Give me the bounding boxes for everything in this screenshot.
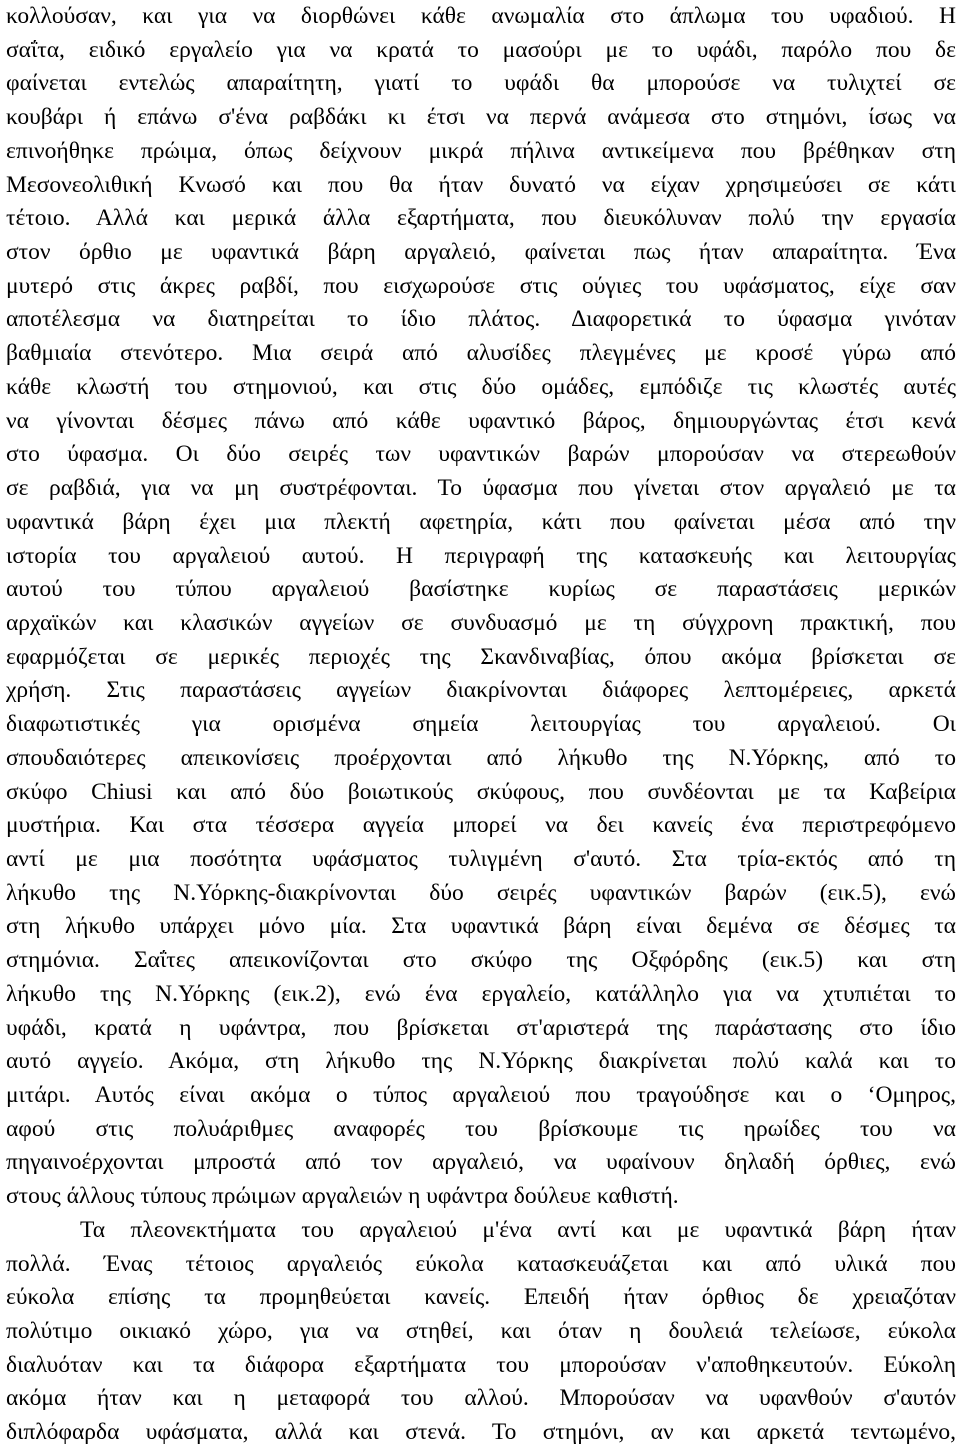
text-line: Τα πλεονεκτήματα του αργαλειού μ'ένα αντί και με υφαντικά βάρη ήταν — [80, 1216, 956, 1243]
text-line: αυτό αγγείο. Ακόμα, στη λήκυθο της Ν.Υόρκης διακρίνεται πολύ καλά και το — [6, 1048, 956, 1075]
text-line: Μεσονεολιθική Κνωσό και που θα ήταν δυνατό να είχαν χρησιμεύσει σε κάτι — [6, 171, 956, 198]
text-line: στο ύφασμα. Οι δύο σειρές των υφαντικών βαρών μπορούσαν να στερεωθούν — [6, 441, 956, 468]
text-line: υφάδι, κρατά η υφάντρα, που βρίσκεται στ'αριστερά της παράστασης στο ίδιο — [6, 1014, 956, 1041]
text-line: υφαντικά βάρη έχει μια πλεκτή αφετηρία, κάτι που φαίνεται μέσα από την — [6, 508, 956, 535]
text-line: σκύφο Chiusi και από δύο βοιωτικούς σκύφους, που συνδέονται με τα Καβείρια — [6, 778, 956, 805]
text-line: διαφωτιστικές για ορισμένα σημεία λειτουργίας του αργαλειού. Οι — [6, 711, 956, 738]
text-line: λήκυθο της Ν.Υόρκης-διακρίνονται δύο σειρές υφαντικών βαρών (εικ.5), ενώ — [6, 879, 956, 906]
text-line: εφαρμόζεται σε μερικές περιοχές της Σκανδιναβίας, όπου ακόμα βρίσκεται σε — [6, 643, 956, 670]
text-line: βαθμιαία στενότερο. Μια σειρά από αλυσίδες πλεγμένες με κροσέ γύρω από — [6, 340, 956, 367]
document-page — [6, 0, 956, 1450]
text-line: ιστορία του αργαλειού αυτού. Η περιγραφή της κατασκευής και λειτουργίας — [6, 542, 956, 569]
text-line: αφού στις πολυάριθμες αναφορές του βρίσκουμε τις ηρωίδες του να — [6, 1115, 956, 1142]
text-line: εύκολα επίσης τα προμηθεύεται κανείς. Επειδή ήταν όρθιος δε χρειαζόταν — [6, 1284, 956, 1311]
text-line: σαΐτα, ειδικό εργαλείο για να κρατά το μασούρι με το υφάδι, παρόλο που δε — [6, 36, 956, 63]
text-line: αυτού του τύπου αργαλειού βασίστηκε κυρίως σε παραστάσεις μερικών — [6, 576, 956, 603]
text-line: στη λήκυθο υπάρχει μόνο μία. Στα υφαντικά βάρη είναι δεμένα σε δέσμες τα — [6, 913, 956, 940]
text-line: διπλόφαρδα υφάσματα, αλλά και στενά. Το στημόνι, αν και αρκετά τεντωμένο, — [6, 1419, 956, 1446]
text-line: κουβάρι ή επάνω σ'ένα ραβδάκι κι έτσι να περνά ανάμεσα στο στημόνι, ίσως να — [6, 104, 956, 131]
text-line: ακόμα ήταν και η μεταφορά του αλλού. Μπορούσαν να υφανθούν σ'αυτόν — [6, 1385, 956, 1412]
text-line: στημόνια. Σαΐτες απεικονίζονται στο σκύφο της Οξφόρδης (εικ.5) και στη — [6, 947, 956, 974]
text-line: φαίνεται εντελώς απαραίτητη, γιατί το υφάδι θα μπορούσε να τυλιχτεί σε — [6, 70, 956, 97]
paragraph-1 — [6, 0, 956, 1214]
text-line: να γίνονται δέσμες πάνω από κάθε υφαντικό βάρος, δημιουργώντας έτσι κενά — [6, 407, 956, 434]
text-line: κολλούσαν, και για να διορθώνει κάθε ανωμαλία στο άπλωμα του υφαδιού. Η — [6, 3, 956, 29]
text-line: πολλά. Ένας τέτοιος αργαλειός εύκολα κατασκευάζεται και από υλικά που — [6, 1250, 956, 1277]
paragraph-2 — [6, 1214, 956, 1450]
text-line: σε ραβδιά, για να μη συστρέφονται. Το ύφασμα που γίνεται στον αργαλειό με τα — [6, 475, 956, 502]
text-line: αντί με μια ποσότητα υφάσματος τυλιγμένη σ'αυτό. Στα τρία-εκτός από τη — [6, 845, 956, 872]
text-line: τέτοιο. Αλλά και μερικά άλλα εξαρτήματα, που διευκόλυναν πολύ την εργασία — [6, 205, 956, 232]
text-line: σπουδαιότερες απεικονίσεις προέρχονται από λήκυθο της Ν.Υόρκης, από το — [6, 744, 956, 771]
text-line: κάθε κλωστή του στημονιού, και στις δύο ομάδες, εμπόδιζε τις κλωστές αυτές — [6, 373, 956, 400]
text-line: λήκυθο της Ν.Υόρκης (εικ.2), ενώ ένα εργαλείο, κατάλληλο για να χτυπιέται το — [6, 980, 956, 1007]
text-line: μιτάρι. Αυτός είναι ακόμα ο τύπος αργαλειού που τραγούδησε και ο ‘Ομηρος, — [6, 1082, 956, 1108]
text-line: αρχαϊκών και κλασικών αγγείων σε συνδυασμό με τη σύγχρονη πρακτική, που — [6, 609, 956, 636]
text-line: αποτέλεσμα να διατηρείται το ίδιο πλάτος. Διαφορετικά το ύφασμα γινόταν — [6, 306, 956, 333]
text-line: μυτερό στις άκρες ραβδί, που εισχωρούσε στις ούγιες του υφάσματος, είχε σαν — [6, 272, 956, 299]
text-line: μυστήρια. Και στα τέσσερα αγγεία μπορεί να δει κανείς ένα περιστρεφόμενο — [6, 812, 956, 839]
text-line: πηγαινοέρχονται μπροστά από τον αργαλειό, να υφαίνουν δηλαδή όρθιες, ενώ — [6, 1149, 956, 1176]
text-line: χρήση. Στις παραστάσεις αγγείων διακρίνονται διάφορες λεπτομέρειες, αρκετά — [6, 677, 956, 704]
text-line: διαλυόταν και τα διάφορα εξαρτήματα του μπορούσαν ν'αποθηκευτούν. Εύκολη — [6, 1351, 956, 1378]
text-line: στους άλλους τύπους πρώιμων αργαλειών η υφάντρα δούλευε καθιστή. — [6, 1183, 679, 1210]
text-line: επινοήθηκε πρώιμα, όπως δείχνουν μικρά πήλινα αντικείμενα που βρέθηκαν στη — [6, 137, 956, 164]
text-line: στον όρθιο με υφαντικά βάρη αργαλειό, φαίνεται πως ήταν απαραίτητα. Ένα — [6, 239, 956, 266]
text-line: πολύτιμο οικιακό χώρο, για να στηθεί, και όταν η δουλειά τελείωσε, εύκολα — [6, 1318, 956, 1345]
